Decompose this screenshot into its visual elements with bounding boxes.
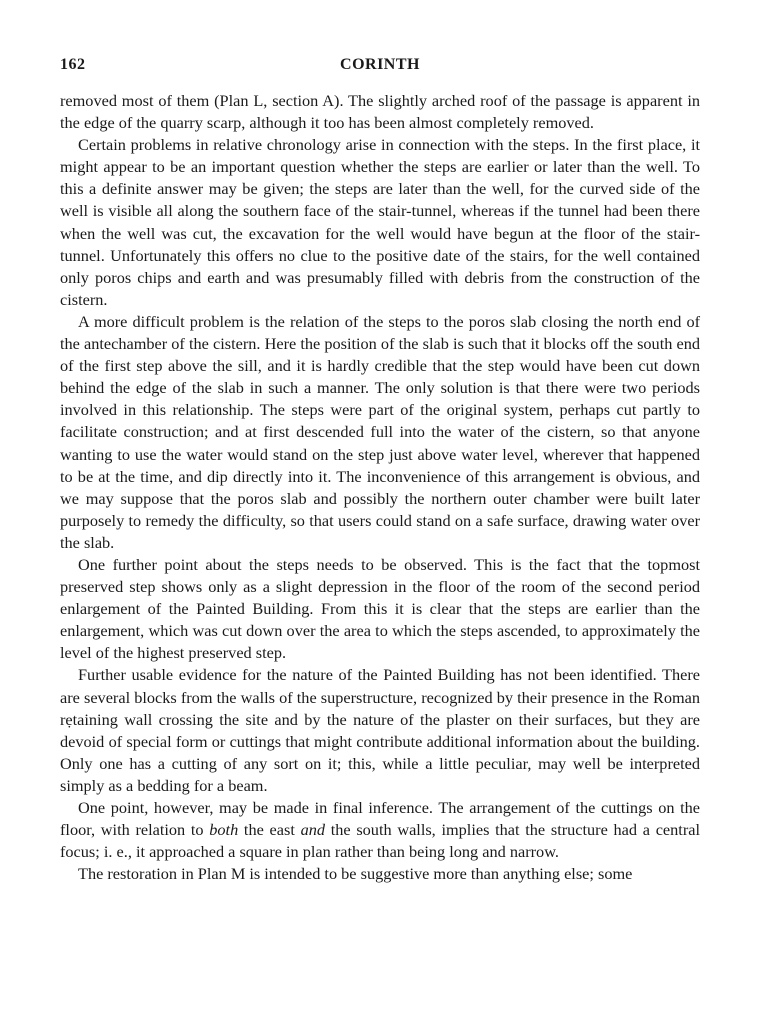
- emphasis-both: both: [209, 820, 239, 840]
- document-page: [60, 56, 700, 885]
- paragraph-4: One further point about the steps needs to be observed. This is the fact that the topmost preserved step shows only as a slight depression in the floor of the room of the second period enlargement of the Painted Building. From this it is clear that the steps are earlier than the enlargement, which was cut down over the area to which the steps ascended, to approximately the level of the highest preserved step.: [60, 554, 700, 663]
- paragraph-7: The restoration in Plan M is intended to be suggestive more than anything else; some: [78, 864, 633, 884]
- emphasis-and: and: [300, 820, 325, 840]
- paragraph-5: Further usable evidence for the nature of the Painted Building has not been identified. There are several blocks from the walls of the superstructure, recognized by their presence in the Roman rẹtaining wall crossing the site and by the nature of the plaster on their surfaces, but they are devoid of special form or cuttings that might contribute additional information about the building. Only one has a cutting of any sort on it; this, while a little peculiar, may well be interpreted simply as a bedding for a beam.: [60, 665, 700, 795]
- paragraph-6-part-3: the east: [238, 820, 301, 840]
- paragraph-3: A more difficult problem is the relation of the steps to the poros slab closing the north end of the antechamber of the cistern. Here the position of the slab is such that it blocks off the south end of the first step above the sill, and it is hardly credible that the step would have been cut down behind the edge of the slab in such a manner. The only solution is that there were two periods involved in this relationship. The steps were part of the original system, perhaps cut partly to facilitate construction; and at first descended full into the water of the cistern, so that anyone wanting to use the water would stand on the step just above water level, wherever that happened to be at the time, and dip directly into it. The inconvenience of this arrangement is obvious, and we may suppose that the poros slab and possibly the northern outer chamber were built later purposely to remedy the difficulty, so that users could stand on a safe surface, drawing water over the slab.: [60, 311, 700, 552]
- paragraph-6-part-1: One point, however, may be made in final inference. The arrangement of the cuttings on the floor, with relation to: [60, 798, 700, 840]
- paragraph-6: [60, 797, 700, 863]
- paragraph-1: removed most of them (Plan L, section A). The slightly arched roof of the passage is apparent in the edge of the quarry scarp, although it too has been almost completely removed.: [60, 91, 700, 133]
- page-number: 162: [60, 56, 86, 73]
- running-title: CORINTH: [340, 56, 420, 73]
- paragraph-6-part-5: the south walls, implies that the structure had a central focus; i. e., it approached a square in plan rather than being long and narrow.: [60, 820, 700, 862]
- paragraph-2: Certain problems in relative chronology arise in connection with the steps. In the first place, it might appear to be an important question whether the steps are earlier or later than the well. To this a definite answer may be given; the steps are later than the well, for the curved side of the well is visible all along the southern face of the stair-tunnel, whereas if the tunnel had been there when the well was cut, the excavation for the well would have begun at the floor of the stair-tunnel. Unfortunately this offers no clue to the positive date of the stairs, for the well contained only poros chips and earth and was presumably filled with debris from the construction of the cistern.: [60, 135, 700, 309]
- body-text: [60, 90, 700, 885]
- running-head: [60, 56, 700, 80]
